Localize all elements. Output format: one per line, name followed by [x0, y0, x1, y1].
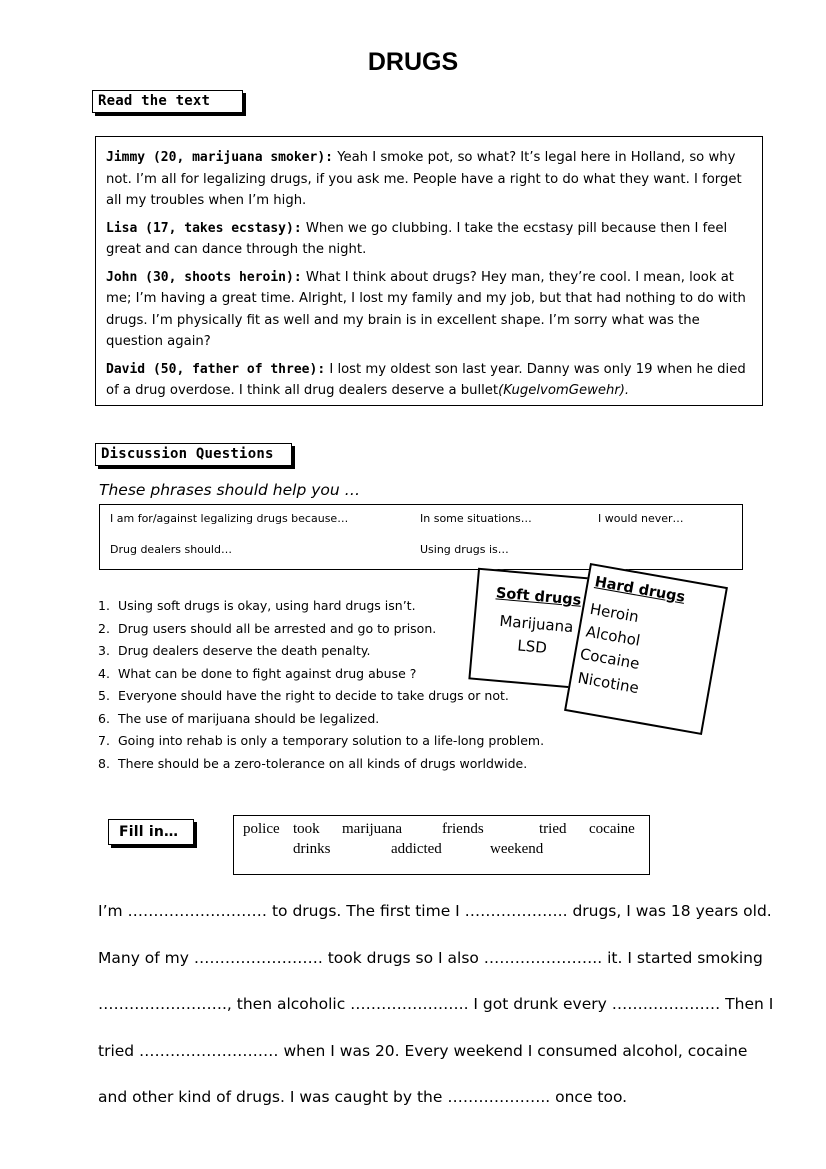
- word-bank-item: took: [293, 821, 320, 837]
- question-number: 7.: [98, 733, 110, 748]
- testimony-john: [106, 267, 752, 353]
- word-bank-item: drinks: [293, 841, 331, 857]
- phrase-item: I would never…: [598, 512, 684, 525]
- speaker-name: John (30, shoots heroin):: [106, 269, 302, 285]
- soft-drug-item: LSD: [516, 636, 548, 657]
- question-number: 4.: [98, 665, 110, 681]
- word-bank-item: police: [243, 821, 280, 837]
- word-bank-item: weekend: [490, 841, 544, 857]
- testimony-text: When we go clubbing. I take the ecstasy pill because then I feel great and can dance through the night.: [106, 220, 728, 257]
- question-item: [98, 685, 544, 708]
- question-text: Going into rehab is only a temporary solution to a life-long problem.: [118, 733, 545, 748]
- phrases-heading: These phrases should help you …: [99, 481, 361, 499]
- fill-in-line: Many of my ……………………. took drugs so I also ………………….. it. I started smoking: [98, 948, 763, 967]
- testimony-jimmy: [106, 147, 752, 212]
- fill-in-line: and other kind of drugs. I was caught by the ……………….. once too.: [98, 1088, 628, 1106]
- testimony-text: Yeah I smoke pot, so what? It’s legal here in Holland, so why not. I’m all for legalizing drugs, if you ask me. People have a right to do what they want. I forget all my troubles when I’m high.: [106, 150, 742, 208]
- question-text: The use of marijuana should be legalized.: [118, 710, 380, 726]
- phrase-item: Drug dealers should…: [110, 543, 232, 556]
- question-number: 2.: [98, 620, 110, 636]
- soft-drugs-title: Soft drugs: [495, 585, 582, 609]
- question-number: 1.: [98, 598, 110, 613]
- hard-drug-item: Heroin: [588, 599, 641, 627]
- testimony-david: [106, 359, 752, 402]
- question-number: 3.: [98, 643, 110, 658]
- fill-in-text: [98, 888, 774, 1121]
- question-text: Drug users should all be arrested and go to prison.: [118, 620, 437, 636]
- testimony-gloss: (KugelvomGewehr).: [498, 383, 630, 398]
- question-item: [98, 730, 544, 753]
- fill-in-line: I’m ……………………… to drugs. The first time I ……………….. drugs, I was 18 years old.: [98, 902, 772, 920]
- speaker-name: David (50, father of three):: [106, 361, 326, 377]
- question-text: Using soft drugs is okay, using hard drugs isn’t.: [118, 598, 416, 613]
- question-number: 6.: [98, 710, 110, 726]
- phrase-item: In some situations…: [420, 512, 532, 525]
- fill-in-section-label: Fill in…: [108, 819, 194, 845]
- phrase-item: I am for/against legalizing drugs because…: [110, 512, 349, 525]
- phrases-box: [99, 504, 743, 570]
- hard-drugs-title: Hard drugs: [593, 574, 687, 606]
- word-bank-item: addicted: [391, 841, 442, 857]
- testimony-text: I lost my oldest son last year. Danny was only 19 when he died of a drug overdose. I think all drug dealers deserve a bullet: [106, 361, 746, 398]
- question-text: Everyone should have the right to decide to take drugs or not.: [118, 688, 509, 703]
- read-section-label: Read the text: [92, 90, 243, 113]
- testimony-text: What I think about drugs? Hey man, they’re cool. I mean, look at me; I’m having a great time. Alright, I lost my family and my job, but that had nothing to do with drugs. I’m physically fit as well and my brain is in excellent shape. I’m sorry what was the question again?: [106, 269, 746, 349]
- soft-drug-item: Marijuana: [498, 611, 575, 637]
- word-bank-item: friends: [442, 821, 484, 837]
- word-bank-item: marijuana: [342, 821, 402, 837]
- question-text: What can be done to fight against drug abuse ?: [118, 665, 417, 681]
- fill-in-line: ……………………., then alcoholic ………………….. I got drunk every ………………… Then I: [98, 995, 774, 1013]
- word-bank-item: tried: [539, 821, 567, 837]
- question-number: 8.: [98, 755, 110, 771]
- hard-drugs-card: [564, 563, 728, 735]
- page-title: DRUGS: [367, 48, 459, 76]
- hard-drug-item: Nicotine: [576, 668, 641, 698]
- question-text: Drug dealers deserve the death penalty.: [118, 643, 371, 658]
- testimony-lisa: [106, 218, 752, 261]
- question-item: [98, 753, 544, 776]
- discussion-section-label: Discussion Questions: [95, 443, 292, 466]
- speaker-name: Lisa (17, takes ecstasy):: [106, 220, 302, 236]
- question-text: There should be a zero-tolerance on all kinds of drugs worldwide.: [118, 755, 528, 771]
- fill-in-line: tried ……………………… when I was 20. Every weekend I consumed alcohol, cocaine: [98, 1041, 748, 1060]
- hard-drug-item: Cocaine: [578, 644, 641, 673]
- testimonials-box: [95, 136, 763, 406]
- hard-drug-item: Alcohol: [584, 622, 642, 650]
- phrase-item: Using drugs is…: [420, 543, 509, 556]
- word-bank-box: [233, 815, 650, 875]
- question-item: [98, 708, 544, 731]
- word-bank-item: cocaine: [589, 821, 635, 837]
- speaker-name: Jimmy (20, marijuana smoker):: [106, 150, 333, 165]
- question-number: 5.: [98, 688, 110, 703]
